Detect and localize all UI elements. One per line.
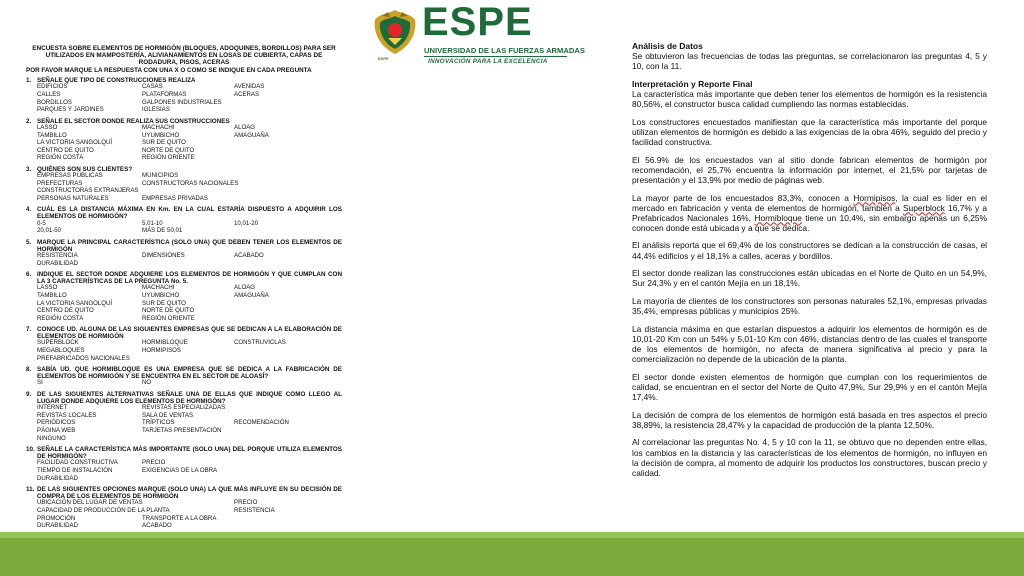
option-label: SUPERBLOCK (37, 339, 79, 347)
question-header (26, 486, 342, 500)
option-label (234, 155, 334, 163)
option-label (142, 476, 234, 484)
question-header (26, 326, 342, 340)
question-options (26, 380, 342, 388)
option-label: REGIÓN ORIENTE (142, 314, 195, 322)
option-label: TARJETAS PRESENTACIÓN (142, 427, 222, 434)
option-label: HORMIBLOQUE (142, 339, 188, 347)
option-label: UYUMBICHO (142, 291, 180, 299)
option-label (234, 196, 334, 204)
option-label: RECOMENDACIÓN (234, 419, 289, 427)
question-options (26, 405, 342, 443)
analysis-text (632, 41, 987, 485)
survey-question (26, 271, 342, 323)
question-options (26, 340, 342, 363)
question-number: 6. (26, 271, 32, 279)
option-label: UYUMBICHO (142, 131, 180, 139)
question-header (26, 366, 342, 380)
option-label (234, 228, 334, 236)
survey-question (26, 206, 342, 235)
option-label: PRECIO (142, 459, 166, 467)
question-header (26, 271, 342, 285)
option-label: SUR DE QUITO (142, 299, 186, 307)
emblem-caption: ESPE (378, 56, 389, 61)
option-label (234, 436, 334, 444)
option-label: 10,01-20 (234, 219, 259, 227)
option-label (234, 380, 334, 388)
option-label: MEGABLOQUES (37, 347, 85, 355)
option-label: TRANSPORTE A LA OBRA (142, 514, 217, 522)
option-label: TAMBILLO (37, 131, 67, 139)
heading-interpretation: Interpretación y Reporte Final (632, 78, 753, 89)
option-label: CASAS (142, 83, 163, 91)
question-options (26, 173, 342, 203)
option-label (234, 140, 334, 148)
paragraph-9: El sector donde existen elementos de hormigón que cumplan con los requerimientos de calidad, se encuentran en el sector del Norte de Quito 47,9%, Sur 29,9% y en el cantón Mejía 17,4%. (632, 371, 987, 402)
option-label (234, 476, 334, 484)
paragraph-4-part-c: , la cual es líder en el mercado en fabricación y venta de elementos de hormigón, también a (632, 192, 987, 213)
option-label: 20,01-50 (37, 227, 62, 235)
option-label: ALOAG (234, 123, 255, 131)
option-label: EMPRESAS PRIVADAS (142, 194, 208, 202)
question-number: 2. (26, 117, 32, 125)
option-label (234, 405, 334, 413)
option-label (234, 523, 334, 531)
option-label: DIMENSIONES (142, 251, 185, 259)
option-label: EDIFICIOS (37, 83, 68, 91)
option-label: 0-5 (37, 219, 46, 227)
question-number: 4. (26, 206, 32, 214)
option-label: AMAGUAÑA (234, 291, 269, 299)
option-label (142, 436, 234, 444)
question-header (26, 391, 342, 405)
option-label: CONSTRUCTORAS NACIONALES (142, 179, 239, 187)
option-label: MÁS DE 50,01 (142, 227, 183, 235)
option-label: LASSO (37, 284, 58, 292)
option-label: CAPACIDAD DE PRODUCCIÓN DE LA PLANTA (37, 506, 170, 514)
option-label: PERIÓDICOS (37, 419, 76, 427)
option-label (234, 348, 334, 356)
question-number: 1. (26, 77, 32, 85)
question-text: SABÍA UD. QUE HORMIBLOQUE ES UNA EMPRESA QUE SE DEDICA A LA FABRICACIÓN DE ELEMENTOS DE HORMIGÓN Y SE ENCUENTRA EN EL SECTOR DE ALOASÍ? (37, 366, 342, 381)
heading-analysis: Análisis de Datos (632, 41, 703, 51)
question-text: INDIQUE EL SECTOR DONDE ADQUIERE LOS ELEMENTOS DE HORMIGÓN Y QUE CUMPLAN CON LA 3 CARACTERÍSTICAS DE LA PREGUNTA No. 5. (37, 271, 342, 286)
question-text: QUIÉNES SON SUS CLIENTES? (37, 165, 133, 173)
option-label: PREFABRICADOS NACIONALES (37, 354, 130, 362)
option-label: AMAGUAÑA (234, 131, 269, 139)
option-label: PRECIO (234, 499, 258, 507)
survey-question (26, 118, 342, 163)
option-label (234, 100, 334, 108)
question-text: SEÑALE LA CARACTERÍSTICA MÁS IMPORTANTE (SOLO UNA) DEL PORQUE UTILIZA ELEMENTOS DE HORMIGÓN? (37, 446, 342, 461)
survey-question (26, 166, 342, 203)
option-label: PLATAFORMAS (142, 91, 187, 99)
brand-hormibloque: Hormibloque (754, 212, 802, 223)
option-label (234, 173, 334, 181)
option-label: PARQUES Y JARDINES (37, 106, 104, 114)
option-label: REVISTAS LOCALES (37, 411, 97, 419)
survey-question (26, 239, 342, 268)
option-label: IGLESIAS (142, 106, 170, 114)
question-number: 11. (26, 486, 35, 494)
option-label: SI (37, 379, 43, 387)
option-label: NO (142, 379, 152, 387)
question-text: MARQUE LA PRINCIPAL CARACTERÍSTICA (SOLO UNA) QUE DEBEN TENER LOS ELEMENTOS DE HORMIGÓN (37, 238, 342, 253)
option-label: DURABILIDAD (37, 259, 78, 267)
paragraph-7: La mayoría de clientes de los constructores son personas naturales 52,1%, empresas privadas 35,4%, empresas públicas y municipios 25%. (632, 296, 987, 317)
option-label (234, 301, 334, 309)
question-options (26, 500, 342, 530)
question-number: 9. (26, 391, 32, 399)
option-label (234, 428, 334, 436)
option-label (234, 468, 334, 476)
option-label (234, 181, 334, 189)
espe-logo (372, 0, 585, 66)
option-label: TIEMPO DE INSTALACIÓN (37, 466, 113, 474)
option-label: ACERAS (234, 91, 260, 99)
option-label (142, 356, 234, 364)
option-label (234, 148, 334, 156)
option-label (234, 107, 334, 115)
paragraph-4 (632, 193, 987, 233)
paragraph-2: Los constructores encuestados manifiestan que la característica más importante del porque utilizan elementos de hormigón es debido a las exigencias de la obra 46%, seguido del precio y facilidad constructiva. (632, 116, 987, 147)
option-label (142, 261, 234, 269)
option-label: BORDILLOS (37, 98, 72, 106)
option-label: REVISTAS ESPECIALIZADAS (142, 404, 226, 412)
question-header (26, 77, 342, 84)
option-label: DURABILIDAD (37, 474, 78, 482)
option-label: RESISTENCIA (234, 506, 275, 514)
question-text: DE LAS SIGUIENTES OPCIONES MARQUE (SOLO UNA) LA QUE MÁS INFLUYE EN SU DECISIÓN DE COMPRA DE LOS ELEMENTOS DE HORMIGÓN (37, 486, 342, 501)
question-text: SEÑALE EL SECTOR DONDE REALIZA SUS CONSTRUCCIONES (37, 117, 230, 125)
option-label: CENTRO DE QUITO (37, 307, 94, 315)
paragraph-3: El 56.9% de los encuestados van al sitio donde fabrican elementos de hormigón por recomendación, el 25,7% encuentra la información por internet, el 21,5% por tarjetas de presentación y el 13,9% por medio de páginas web. (632, 154, 987, 185)
paragraph-4-part-g: tiene un 10,4%, sin embargo apenas un 6,25% conocen donde está ubicada y a que se dedica. (632, 212, 987, 233)
option-label: GALPONES INDUSTRIALES (142, 98, 222, 106)
question-header (26, 239, 342, 253)
paragraph-6: El sector donde realizan las construcciones están ubicadas en el Norte de Quito en un 54,9%, Sur 24,3% y en el cantón Mejía en un 18,1%. (632, 268, 987, 289)
option-label: PREFECTURAS (37, 179, 83, 187)
option-label (234, 261, 334, 269)
question-header (26, 206, 342, 220)
survey-question (26, 326, 342, 363)
footer-stripe (0, 532, 1024, 538)
option-label: CALLES (37, 91, 61, 99)
option-label: REGIÓN COSTA (37, 154, 84, 162)
option-label: NORTE DE QUITO (142, 146, 195, 154)
survey-questions (26, 77, 342, 530)
survey-form (26, 45, 342, 544)
option-label: CONSTRUVICLAS (234, 339, 286, 347)
university-emblem-icon (372, 8, 418, 56)
question-options (26, 460, 342, 483)
option-label: REGIÓN ORIENTE (142, 154, 195, 162)
option-label (234, 516, 334, 524)
question-options (26, 285, 342, 323)
paragraph-4-part-a: La mayor parte de los encuestados 83,3%, conocen a (632, 192, 854, 203)
option-label: TRÍPTICOS (142, 419, 175, 427)
question-text: DE LAS SIGUIENTES ALTERNATIVAS SEÑALE UNA DE ELLAS QUE INDIQUE COMO LLEGO AL LUGAR DONDE ADQUIERE LOS ELEMENTOS DE HORMIGÓN? (37, 391, 342, 406)
option-label: LA VICTORIA SANGOLQUÍ (37, 299, 113, 307)
option-label: PROMOCIÓN (37, 514, 76, 522)
option-label: CONSTRUCTORAS EXTRANJERAS (37, 187, 139, 195)
paragraph-4-part-e: 16,7% y a Prefabricados Nacionales 16%, (632, 202, 987, 223)
option-label: LASSO (37, 123, 58, 131)
option-label: CENTRO DE QUITO (37, 146, 94, 154)
paragraph-5: El análisis reporta que el 69,4% de los constructores se dedican a la construcción de casas, el 44,4% edificios y el 18,1% a calles, aceras y bordillos. (632, 240, 987, 261)
question-header (26, 446, 342, 460)
question-options (26, 84, 342, 114)
brand-superblock: Superblock (902, 202, 945, 213)
survey-question (26, 486, 342, 531)
survey-question (26, 391, 342, 443)
option-label: DURABILIDAD (37, 522, 78, 530)
option-label: NORTE DE QUITO (142, 307, 195, 315)
paragraph-8: La distancia máxima en que estarían dispuestos a adquirir los elementos de hormigón es de 10,01-20 Km con un 54% y 5,01-10 Km con 46%, distancias dentro de las cuales el transporte de los elementos de hormigón, no afecta de manera significativa al precio y para la comercialización no depende de la ubicación de la planta. (632, 323, 987, 365)
option-label: EXIGENCIAS DE LA OBRA (142, 466, 218, 474)
paragraph-10: La decisión de compra de los elementos de hormigón está basada en tres aspectos el precio 38,89%, la resistencia 28,47% y la capacidad de producción de la planta 12,50%. (632, 409, 987, 430)
option-label: PÁGINA WEB (37, 427, 76, 434)
paragraph-11: Al correlacionar las preguntas No. 4, 5 y 10 con la 11, se obtuvo que no dependen entre ellas, los cambios en la distancia y las características de los elementos de hormigón, no influyen en la decisión de compra, al momento de adquirir los productos los constructores, buscan precio y calidad. (632, 437, 987, 478)
option-label: EMPRESAS PÚBLICAS (37, 172, 103, 179)
option-label (234, 356, 334, 364)
option-label: MACHACHI (142, 123, 175, 131)
survey-question (26, 366, 342, 388)
question-number: 7. (26, 326, 32, 334)
logo-divider (424, 56, 567, 57)
survey-question (26, 446, 342, 483)
option-label (234, 188, 334, 196)
option-label (234, 460, 334, 468)
option-label: HORMIPISOS (142, 347, 181, 355)
option-label: NINGUNO (37, 434, 66, 442)
question-text: CUÁL ES LA DISTANCIA MÁXIMA EN Km. EN LA CUAL ESTARÍA DISPUESTO A ADQUIRIR LOS ELEMENTOS DE HORMIGÓN? (37, 206, 342, 221)
option-label: SALA DE VENTAS (142, 411, 194, 419)
paragraph-intro: Se obtuvieron las frecuencias de todas las preguntas, se correlacionaron las preguntas 4, 5 y 10, con la 11. (632, 51, 987, 72)
option-label: LA VICTORIA SANGOLQUÍ (37, 139, 113, 147)
option-label: ACABADO (142, 522, 172, 530)
survey-question (26, 77, 342, 114)
question-header (26, 118, 342, 125)
paragraph-1: La característica más importante que deben tener los elementos de hormigón es la resistencia 80,56%, el constructor busca calidad cumpliendo las normas establecidas. (632, 88, 987, 110)
survey-instructions: POR FAVOR MARQUE LA RESPUESTA CON UNA X O COMO SE INDIQUE EN CADA PREGUNTA (26, 67, 312, 75)
option-label: AVENIDAS (234, 83, 265, 91)
question-number: 5. (26, 238, 32, 246)
option-label: ACABADO (234, 251, 264, 259)
question-options (26, 125, 342, 163)
option-label: ALOAG (234, 284, 255, 292)
question-number: 10. (26, 446, 35, 454)
question-number: 8. (26, 366, 32, 374)
logo-subtitle: UNIVERSIDAD DE LAS FUERZAS ARMADAS (424, 46, 585, 55)
question-number: 3. (26, 165, 32, 173)
option-label (234, 308, 334, 316)
option-label: 5,01-10 (142, 219, 163, 227)
logo-tagline: INNOVACIÓN PARA LA EXCELENCIA (428, 58, 548, 65)
brand-hormipisos: Hormipisos (853, 192, 896, 203)
question-options (26, 253, 342, 268)
option-label: MUNICIPIOS (142, 172, 179, 179)
option-label: UBICACIÓN DEL LUGAR DE VENTAS (37, 499, 143, 507)
option-label: SUR DE QUITO (142, 139, 186, 147)
option-label: INTERNET (37, 404, 68, 412)
option-label: FACILIDAD CONSTRUCTIVA (37, 459, 118, 467)
question-text: CONOCE UD. ALGUNA DE LAS SIGUIENTES EMPRESAS QUE SE DEDICAN A LA ELABORACIÓN DE ELEMENTOS DE HORMIGÓN (37, 326, 342, 341)
option-label: PERSONAS NATURALES (37, 194, 109, 202)
option-label: MACHACHI (142, 284, 175, 292)
option-label (234, 316, 334, 324)
survey-title: ENCUESTA SOBRE ELEMENTOS DE HORMIGÓN (BLOQUES, ADOQUINES, BORDILLOS) PARA SER UTILIZADOS EN MAMPOSTERÍA, ALIVIANAMIENTOS EN LOSAS DE CUBIERTA, CAPAS DE RODADURA, PISOS, ACERAS (32, 45, 336, 67)
option-label: RESISTENCIA (37, 251, 78, 259)
option-label: TAMBILLO (37, 291, 67, 299)
logo-wordmark: ESPE (422, 0, 533, 44)
question-options (26, 221, 342, 236)
question-text: SEÑALE QUE TIPO DE CONSTRUCCIONES REALIZA (37, 77, 196, 85)
footer-bar (0, 532, 1024, 576)
option-label: REGIÓN COSTA (37, 314, 84, 322)
